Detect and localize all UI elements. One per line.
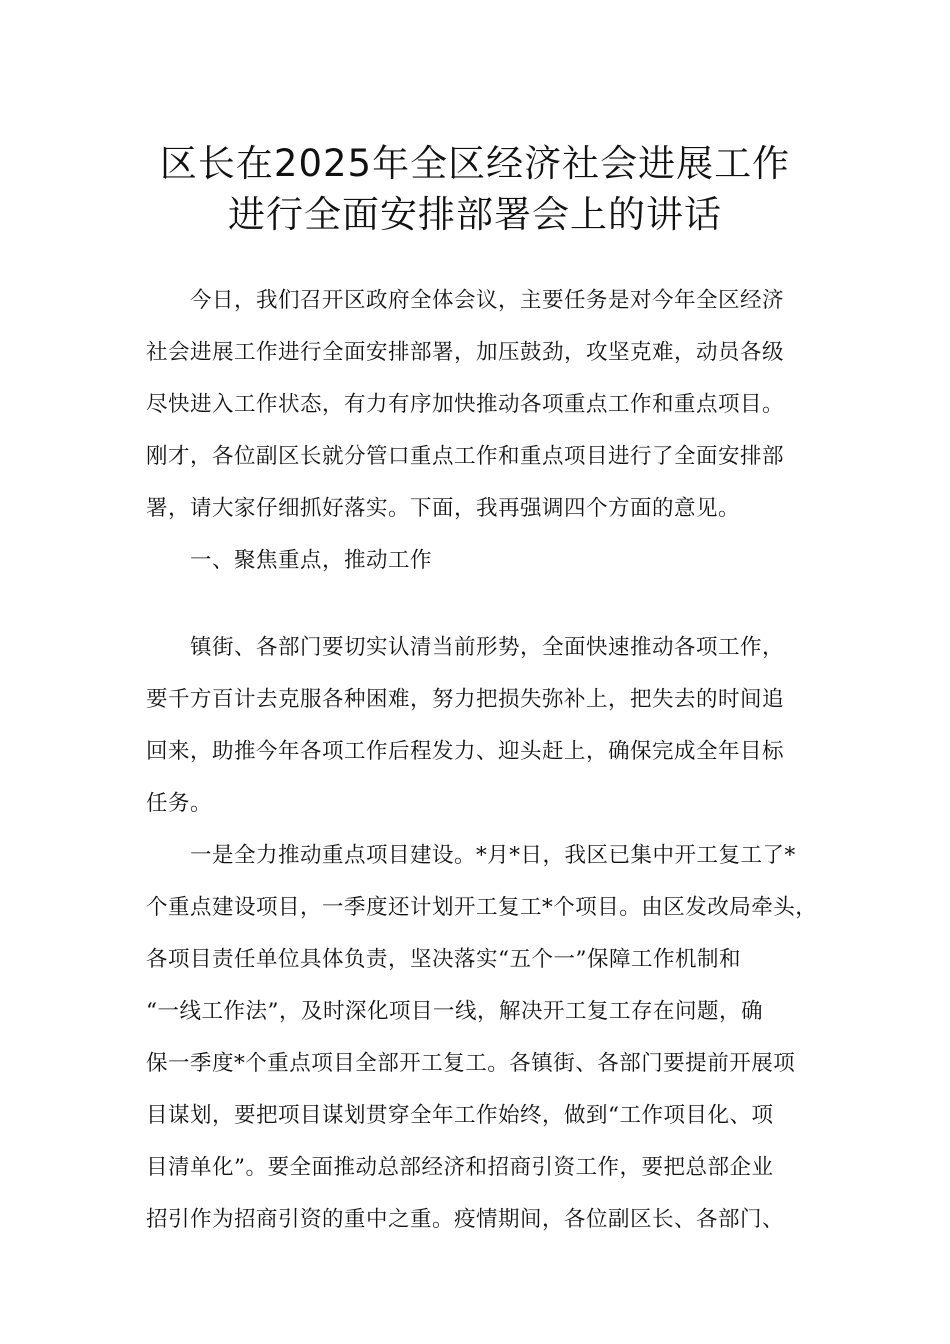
paragraph-line: 保一季度*个重点项目全部开工复工。各镇街、各部门要提前开展项 [146, 1051, 796, 1076]
paragraph-line: “一线工作法”，及时深化项目一线，解决开工复工存在问题，确 [146, 999, 763, 1024]
document-title-line-2: 进行全面安排部署会上的讲话 [228, 193, 722, 236]
paragraph-line: 一是全力推动重点项目建设。*月*日，我区已集中开工复工了* [190, 843, 796, 868]
paragraph-line: 社会进展工作进行全面安排部署，加压鼓劲，攻坚克难，动员各级 [146, 340, 785, 365]
paragraph-line: 镇街、各部门要切实认清当前形势，全面快速推动各项工作， [190, 635, 785, 660]
paragraph-intro [146, 275, 826, 587]
paragraph-line: 要千方百计去克服各种困难，努力把损失弥补上，把失去的时间追 [146, 687, 785, 712]
paragraph-line: 今日，我们召开区政府全体会议，主要任务是对今年全区经济 [190, 288, 785, 313]
paragraph-line: 目谋划，要把项目谋划贯穿全年工作始终，做到“工作项目化、项 [146, 1103, 774, 1128]
document-title-line-1: 区长在2025年全区经济社会进展工作 [159, 142, 791, 185]
paragraph-situation [146, 622, 826, 830]
paragraph-line: 招引作为招商引资的重中之重。疫情期间，各位副区长、各部门、 [146, 1207, 785, 1232]
paragraph-line: 尽快进入工作状态，有力有序加快推动各项重点工作和重点项目。 [146, 392, 785, 417]
paragraph-line: 目清单化”。要全面推动总部经济和招商引资工作，要把总部企业 [146, 1155, 774, 1180]
section-heading: 一、聚焦重点，推动工作 [190, 548, 433, 573]
paragraph-key-projects [146, 830, 826, 1246]
paragraph-line: 任务。 [146, 791, 213, 816]
paragraph-line: 署，请大家仔细抓好落实。下面，我再强调四个方面的意见。 [146, 496, 741, 521]
paragraph-line: 各项目责任单位具体负责，坚决落实“五个一”保障工作机制和 [146, 947, 741, 972]
paragraph-line: 个重点建设项目，一季度还计划开工复工*个项目。由区发改局牵头， [146, 895, 818, 920]
paragraph-line: 刚才，各位副区长就分管口重点工作和重点项目进行了全面安排部 [146, 444, 785, 469]
paragraph-line: 回来，助推今年各项工作后程发力、迎头赶上，确保完成全年目标 [146, 739, 785, 764]
